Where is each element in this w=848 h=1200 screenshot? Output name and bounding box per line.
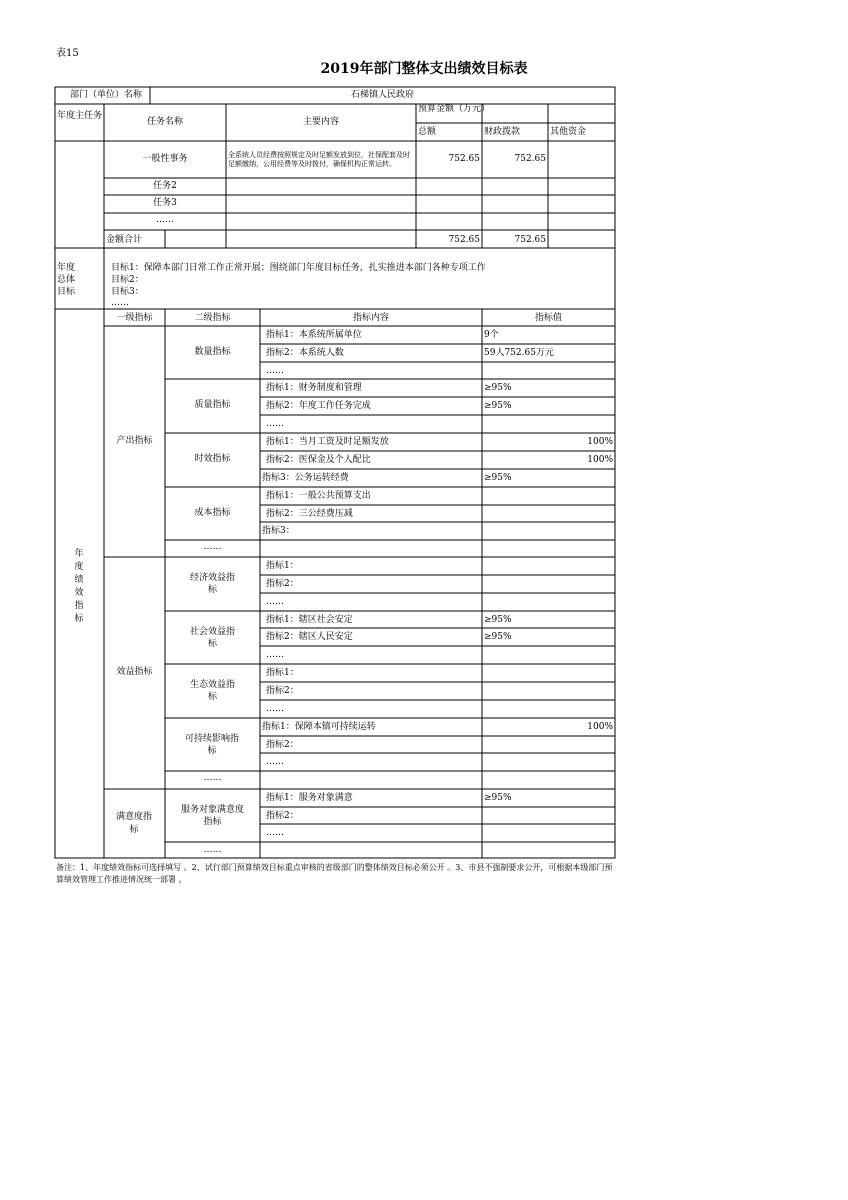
dept-label: 部门（单位）名称 — [70, 90, 143, 100]
table-number: 表15 — [56, 48, 79, 59]
quantity-row-2-value: 59人752.65万元 — [484, 348, 554, 358]
goal-2: 目标2： — [111, 275, 144, 285]
quantity-indicator: 数量指标 — [194, 347, 231, 357]
timeliness-row-2: 指标2：医保金及个人配比 — [266, 455, 371, 465]
output-more: …… — [203, 542, 222, 552]
task-more: …… — [156, 215, 174, 225]
benefit-indicator: 效益指标 — [116, 667, 153, 677]
satisfaction-indicator: 满意度指标 — [115, 812, 152, 835]
satisfaction-row-1-value: ≥95% — [484, 793, 512, 803]
ecological-row-more: …… — [266, 704, 284, 714]
sustainability-indicator: 可持续影响指标 — [184, 734, 239, 756]
annual-task-label: 年度主任务 — [57, 111, 103, 121]
dept-name: 石梯镇人民政府 — [350, 90, 414, 100]
quantity-row-more: …… — [266, 366, 284, 376]
satisfaction-more: …… — [203, 845, 222, 855]
social-row-2-value: ≥95% — [484, 632, 512, 642]
timeliness-row-3: 指标3：公务运转经费 — [262, 473, 349, 483]
social-benefit-indicator: 社会效益指标 — [190, 627, 236, 649]
quantity-row-1-value: 9个 — [484, 330, 499, 340]
social-row-more: …… — [266, 650, 284, 660]
quality-row-2-value: ≥95% — [484, 401, 512, 411]
indicator-value-header: 指标值 — [534, 313, 562, 323]
budget-amount-header: 预算金额（万元） — [418, 104, 491, 114]
task-1-name: 一般性事务 — [142, 154, 188, 164]
timeliness-row-1: 指标1：当月工资及时足额发放 — [266, 437, 389, 447]
goal-more: …… — [111, 298, 129, 308]
economic-row-2: 指标2： — [266, 579, 299, 589]
sustain-row-2: 指标2： — [266, 740, 299, 750]
social-row-2: 指标2：辖区人民安定 — [266, 632, 353, 642]
timeliness-row-3-value: ≥95% — [484, 473, 512, 483]
benefit-more: …… — [203, 773, 222, 783]
sustain-row-1-value: 100% — [587, 722, 613, 732]
quantity-row-2: 指标2：本系统人数 — [266, 348, 344, 358]
economic-row-1: 指标1： — [266, 561, 299, 571]
ecological-benefit-indicator: 生态效益指标 — [190, 680, 236, 702]
cost-row-1: 指标1：一般公共预算支出 — [266, 491, 371, 501]
social-row-1-value: ≥95% — [484, 615, 512, 625]
satisfaction-row-more: …… — [266, 828, 284, 838]
quantity-row-1: 指标1：本系统所属单位 — [266, 330, 362, 340]
goal-1: 目标1：保障本部门日常工作正常开展；围绕部门年度目标任务，扎实推进本部门各种专项工作 — [111, 263, 486, 273]
fiscal-header: 财政拨款 — [484, 127, 521, 137]
cost-row-3: 指标3： — [262, 526, 295, 536]
sum-total: 752.65 — [448, 235, 480, 245]
main-content-header: 主要内容 — [302, 117, 339, 127]
sum-fiscal: 752.65 — [514, 235, 546, 245]
economic-row-more: …… — [266, 597, 284, 607]
task-1-fiscal: 752.65 — [514, 154, 546, 164]
task-3-name: 任务3 — [153, 198, 177, 208]
page-title: 2019年部门整体支出绩效目标表 — [320, 61, 528, 77]
cost-indicator: 成本指标 — [194, 508, 231, 518]
sustain-row-more: …… — [266, 757, 284, 767]
task-name-header: 任务名称 — [146, 117, 183, 127]
ecological-row-2: 指标2： — [266, 686, 299, 696]
task-1-content: 全系统人员经费按照规定及时足额发放到位，社保配套及时足额缴纳，公用经费等及时拨付，确保机构正常运转。 — [228, 151, 410, 168]
total-header: 总额 — [418, 127, 437, 137]
service-satisfaction-indicator: 服务对象满意度指标 — [180, 805, 244, 827]
sustain-row-1: 指标1：保障本镇可持续运转 — [262, 722, 376, 732]
satisfaction-row-1: 指标1：服务对象满意 — [266, 793, 353, 803]
satisfaction-row-2: 指标2： — [266, 811, 299, 821]
level2-header: 二级指标 — [194, 313, 231, 323]
indicator-content-header: 指标内容 — [352, 313, 389, 323]
goal-3: 目标3： — [111, 287, 144, 297]
annual-goal-label: 年度总体目标 — [57, 263, 76, 297]
task-2-name: 任务2 — [153, 181, 177, 191]
social-row-1: 指标1：辖区社会安定 — [266, 615, 353, 625]
quality-row-1-value: ≥95% — [484, 383, 512, 393]
timeliness-indicator: 时效指标 — [194, 454, 231, 464]
timeliness-row-2-value: 100% — [587, 455, 613, 465]
quality-row-1: 指标1：财务制度和管理 — [266, 383, 362, 393]
other-funds-header: 其他资金 — [550, 127, 587, 137]
cost-row-2: 指标2：三公经费压减 — [266, 509, 353, 519]
annual-perf-label: 年度绩效指标 — [74, 549, 84, 624]
ecological-row-1: 指标1： — [266, 668, 299, 678]
economic-benefit-indicator: 经济效益指标 — [190, 573, 236, 595]
footnote: 备注：1、年度绩效指标可选择填写 。2、试行部门预算绩效目标重点审核的省级部门的整体绩效目标必须公开 。3、市县不强制要求公开，可根据本级部门预算绩效管理工作推进情况统一部署 。 — [56, 863, 613, 884]
quality-row-2: 指标2：年度工作任务完成 — [266, 401, 371, 411]
task-1-total: 752.65 — [448, 154, 480, 164]
level1-header: 一级指标 — [116, 313, 153, 323]
quality-indicator: 质量指标 — [194, 400, 231, 410]
output-indicator: 产出指标 — [116, 436, 153, 446]
timeliness-row-1-value: 100% — [587, 437, 613, 447]
quality-row-more: …… — [266, 419, 284, 429]
sum-label: 金额合计 — [106, 235, 143, 245]
